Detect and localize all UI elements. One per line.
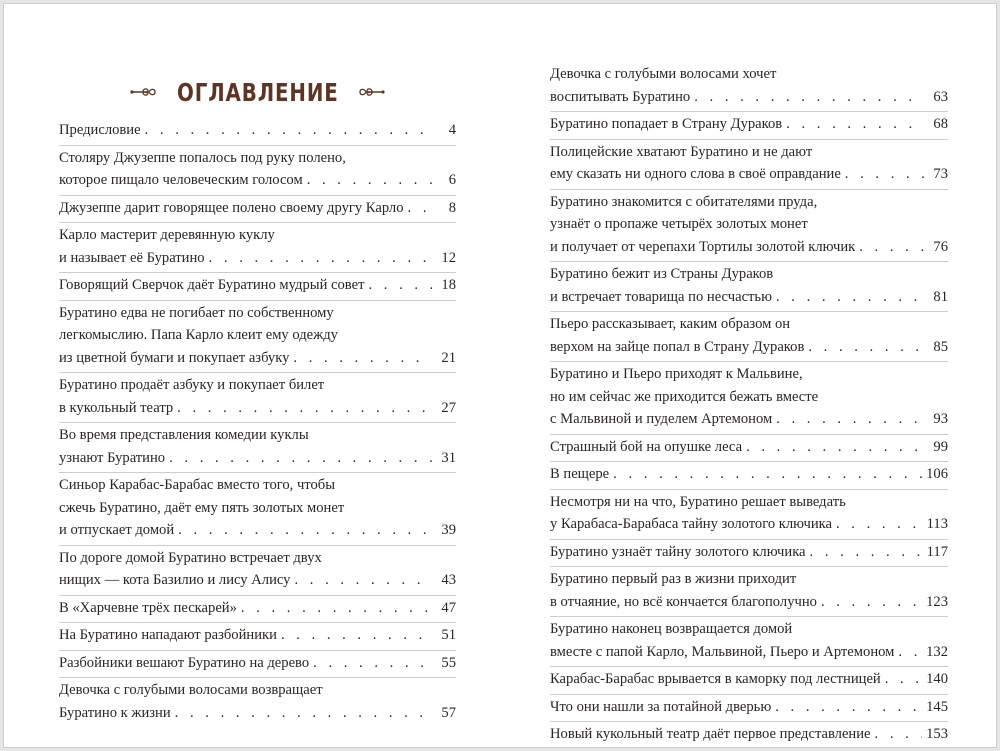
toc-entry-last-line xyxy=(550,513,948,536)
toc-entry-line: верхом на зайце попал в Страну Дураков xyxy=(550,338,805,355)
toc-entry[interactable] xyxy=(550,668,948,695)
page-number: 117 xyxy=(926,543,948,560)
page-number: 12 xyxy=(441,249,456,266)
page-number: 31 xyxy=(441,449,456,466)
toc-entry[interactable] xyxy=(550,618,948,667)
dot-leader xyxy=(821,591,922,614)
page-number: 51 xyxy=(441,627,456,643)
page-number: 123 xyxy=(926,593,948,610)
page-number: 4 xyxy=(448,122,456,138)
toc-entry-line: из цветной бумаги и покупает азбуку xyxy=(59,349,290,366)
page-number: 140 xyxy=(926,671,948,687)
dot-leader xyxy=(746,436,924,459)
page-number: 27 xyxy=(441,399,456,416)
toc-entry-line: но им сейчас же приходится бежать вместе xyxy=(550,388,819,405)
dot-leader xyxy=(408,197,432,220)
page-number: 57 xyxy=(441,704,456,721)
toc-entry-line: Джузеппе дарит говорящее полено своему другу Карло xyxy=(59,199,404,216)
dot-leader xyxy=(307,169,432,192)
page-number: 76 xyxy=(933,238,948,255)
toc-entry[interactable] xyxy=(550,313,948,362)
toc-entry-last-line xyxy=(59,274,456,297)
right-ornament-icon xyxy=(358,85,386,99)
toc-entry-line: Полицейские хватают Буратино и не дают xyxy=(550,143,813,160)
toc-entry-line: и отпускает домой xyxy=(59,522,175,538)
toc-entry-last-line xyxy=(59,169,456,192)
toc-entry-line: Буратино продаёт азбуку и покупает билет xyxy=(59,377,325,393)
toc-entry-line: В пещере xyxy=(550,466,610,482)
dot-leader xyxy=(875,723,923,746)
toc-entry-line: Буратино знакомится с обитателями пруда, xyxy=(550,193,818,210)
toc-entry-last-line xyxy=(59,197,456,220)
dot-leader xyxy=(368,274,432,297)
toc-entry-line: Буратино бежит из Страны Дураков xyxy=(550,266,774,282)
page-number: 68 xyxy=(933,116,948,132)
dot-leader xyxy=(845,163,924,186)
toc-entry-line: Буратино первый раз в жизни приходит xyxy=(550,571,797,587)
toc-entry[interactable] xyxy=(59,147,456,196)
toc-entry-line: Буратино к жизни xyxy=(59,704,171,721)
page-number: 99 xyxy=(933,438,948,455)
toc-entry-last-line xyxy=(59,119,456,142)
toc-entry-last-line xyxy=(59,652,456,675)
toc-entry[interactable] xyxy=(59,197,456,224)
dot-leader xyxy=(776,286,924,309)
toc-entry-last-line xyxy=(550,86,948,109)
page-title: ОГЛАВЛЕНИЕ xyxy=(176,77,339,107)
dot-leader xyxy=(776,408,924,431)
toc-entry-line: Девочка с голубыми волосами хочет xyxy=(550,66,777,82)
toc-entry-last-line xyxy=(550,286,948,309)
toc-entry[interactable] xyxy=(59,374,456,423)
toc-entry-line: Карло мастерит деревянную куклу xyxy=(59,227,275,243)
toc-entry-line: Карабас-Барабас врывается в каморку под лестницей xyxy=(550,671,881,687)
toc-entry-last-line xyxy=(550,723,948,746)
toc-entry-last-line xyxy=(550,641,948,664)
toc-entry-line: Новый кукольный театр даёт первое представление xyxy=(550,726,871,742)
toc-entry[interactable] xyxy=(550,463,948,490)
dot-leader xyxy=(786,113,924,136)
toc-entry-line: Во время представления комедии куклы xyxy=(59,427,309,443)
toc-entry-line: Буратино и Пьеро приходят к Мальвине, xyxy=(550,366,803,382)
toc-entry-last-line xyxy=(550,236,948,259)
page-number: 93 xyxy=(933,411,948,427)
toc-entry-last-line xyxy=(59,597,456,620)
toc-entry-last-line xyxy=(59,447,456,470)
toc-entry[interactable] xyxy=(550,491,948,540)
dot-leader xyxy=(313,652,432,675)
toc-entry-line: и получает от черепахи Тортилы золотой ключик xyxy=(550,238,856,255)
toc-entry-line: у Карабаса-Барабаса тайну золотого ключика xyxy=(550,516,832,532)
dot-leader xyxy=(175,702,432,725)
toc-entry[interactable] xyxy=(59,679,456,727)
page-number: 145 xyxy=(926,698,948,715)
toc-entry[interactable] xyxy=(59,547,456,596)
dot-leader xyxy=(209,247,432,270)
dot-leader xyxy=(810,541,923,564)
toc-entry-line: На Буратино нападают разбойники xyxy=(59,627,277,643)
dot-leader xyxy=(775,696,922,719)
toc-entry-last-line xyxy=(550,408,948,431)
dot-leader xyxy=(836,513,923,536)
toc-entry[interactable] xyxy=(59,424,456,473)
toc-entry-line: Разбойники вешают Буратино на дерево xyxy=(59,654,310,671)
toc-entry-line: Что они нашли за потайной дверью xyxy=(550,698,772,715)
toc-entry-line: узнают Буратино xyxy=(59,449,166,466)
page-number: 132 xyxy=(926,643,948,660)
toc-entry-line: в отчаяние, но всё кончается благополучно xyxy=(550,593,817,610)
toc-entry-line: ему сказать ни одного слова в своё оправдание xyxy=(550,166,841,182)
toc-entry[interactable] xyxy=(59,652,456,679)
toc-entry-line: узнаёт о пропаже четырёх золотых монет xyxy=(550,216,808,232)
toc-entry-last-line xyxy=(59,702,456,725)
toc-entry-last-line xyxy=(59,397,456,420)
toc-entry-last-line xyxy=(59,247,456,270)
toc-entry-line: сжечь Буратино, даёт ему пять золотых монет xyxy=(59,499,345,516)
page-number: 81 xyxy=(933,288,948,305)
toc-entry[interactable] xyxy=(59,224,456,273)
toc-entry-line: В «Харчевне трёх пескарей» xyxy=(59,599,237,616)
toc-entry[interactable] xyxy=(59,302,456,374)
dot-leader xyxy=(169,447,432,470)
toc-entry[interactable] xyxy=(550,63,948,112)
toc-entry-last-line xyxy=(550,668,948,691)
dot-leader xyxy=(898,641,922,664)
toc-entry-last-line xyxy=(550,436,948,459)
toc-entry-line: вместе с папой Карло, Мальвиной, Пьеро и Артемоном xyxy=(550,643,895,660)
toc-entry-line: Буратино наконец возвращается домой xyxy=(550,621,793,637)
dot-leader xyxy=(177,397,432,420)
dot-leader xyxy=(694,86,924,109)
toc-entry-line: Буратино едва не погибает по собственному xyxy=(59,304,334,321)
toc-entry-line: Говорящий Сверчок даёт Буратино мудрый совет xyxy=(59,277,365,293)
toc-entry[interactable] xyxy=(550,541,948,568)
toc-list-left xyxy=(59,119,456,727)
toc-entry-line: с Мальвиной и пуделем Артемоном xyxy=(550,411,773,427)
toc-entry[interactable] xyxy=(550,436,948,463)
toc-entry[interactable] xyxy=(550,363,948,435)
dot-leader xyxy=(885,668,922,691)
right-page xyxy=(550,4,948,747)
toc-heading xyxy=(59,70,456,114)
toc-entry[interactable] xyxy=(59,119,456,146)
toc-entry-line: и называет её Буратино xyxy=(59,249,205,266)
dot-leader xyxy=(145,119,432,142)
toc-entry-last-line xyxy=(550,163,948,186)
toc-entry-line: Буратино узнаёт тайну золотого ключика xyxy=(550,543,806,560)
dot-leader xyxy=(808,336,924,359)
page-number: 73 xyxy=(933,166,948,182)
page-number: 43 xyxy=(441,572,456,588)
page-number: 113 xyxy=(926,516,948,532)
toc-entry-line: в кукольный театр xyxy=(59,399,174,416)
toc-entry-last-line xyxy=(550,336,948,359)
toc-entry-line: Предисловие xyxy=(59,122,141,138)
page-number: 39 xyxy=(441,522,456,538)
toc-entry[interactable] xyxy=(550,191,948,263)
toc-entry-line: Синьор Карабас-Барабас вместо того, чтобы xyxy=(59,477,336,493)
dot-leader xyxy=(241,597,432,620)
toc-entry[interactable] xyxy=(59,624,456,651)
toc-entry[interactable] xyxy=(59,274,456,301)
left-ornament-icon xyxy=(129,85,157,99)
toc-list-right xyxy=(550,63,948,749)
toc-entry-line: Девочка с голубыми волосами возвращает xyxy=(59,682,323,698)
dot-leader xyxy=(293,347,432,370)
toc-entry-line: Буратино попадает в Страну Дураков xyxy=(550,116,783,132)
toc-entry[interactable] xyxy=(59,597,456,624)
page-number: 18 xyxy=(441,277,456,293)
page-number: 55 xyxy=(441,654,456,671)
toc-entry-line: Пьеро рассказывает, каким образом он xyxy=(550,316,791,332)
page-number: 63 xyxy=(933,88,948,105)
page-number: 6 xyxy=(448,172,456,188)
page-number: 21 xyxy=(441,349,456,366)
page-number: 8 xyxy=(448,199,456,216)
toc-entry-line: нищих — кота Базилио и лису Алису xyxy=(59,572,291,588)
book-spread xyxy=(3,3,997,748)
toc-entry-line: и встречает товарища по несчастью xyxy=(550,288,772,305)
toc-entry-line: которое пищало человеческим голосом xyxy=(59,172,303,188)
toc-entry-last-line xyxy=(550,463,948,486)
toc-entry-last-line xyxy=(550,591,948,614)
toc-entry[interactable] xyxy=(550,113,948,140)
page-number: 47 xyxy=(441,599,456,616)
toc-entry-line: Несмотря ни на что, Буратино решает выведать xyxy=(550,493,846,510)
dot-leader xyxy=(294,569,432,592)
toc-entry-last-line xyxy=(550,541,948,564)
toc-entry-line: воспитывать Буратино xyxy=(550,88,691,105)
toc-entry-line: Столяру Джузеппе попалось под руку полено, xyxy=(59,149,346,166)
toc-entry-last-line xyxy=(59,519,456,542)
toc-entry-last-line xyxy=(550,113,948,136)
dot-leader xyxy=(859,236,924,259)
toc-entry[interactable] xyxy=(550,263,948,312)
toc-entry-line: Страшный бой на опушке леса xyxy=(550,438,743,455)
toc-entry-line: По дороге домой Буратино встречает двух xyxy=(59,549,322,566)
toc-entry[interactable] xyxy=(550,568,948,617)
toc-entry-last-line xyxy=(59,347,456,370)
left-page xyxy=(59,4,456,747)
dot-leader xyxy=(178,519,432,542)
page-number: 106 xyxy=(926,466,948,482)
toc-entry[interactable] xyxy=(59,474,456,546)
toc-entry[interactable] xyxy=(550,141,948,190)
toc-entry[interactable] xyxy=(550,723,948,749)
toc-entry-last-line xyxy=(550,696,948,719)
toc-entry-last-line xyxy=(59,624,456,647)
page-number: 85 xyxy=(933,338,948,355)
dot-leader xyxy=(613,463,922,486)
dot-leader xyxy=(281,624,432,647)
toc-entry[interactable] xyxy=(550,696,948,723)
page-number: 153 xyxy=(926,726,948,742)
toc-entry-line: легкомыслию. Папа Карло клеит ему одежду xyxy=(59,327,338,343)
toc-entry-last-line xyxy=(59,569,456,592)
